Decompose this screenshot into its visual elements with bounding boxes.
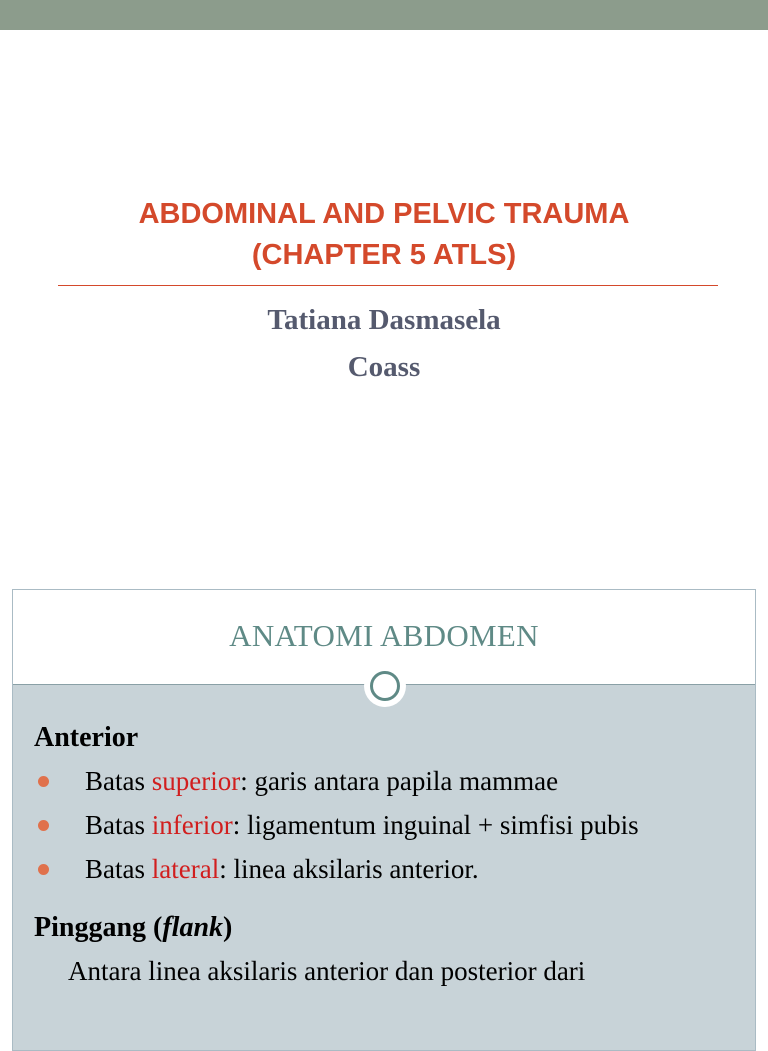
bullet-suffix: : linea aksilaris anterior. <box>219 854 479 884</box>
top-bar <box>0 0 768 30</box>
slide-content <box>34 722 744 988</box>
bullet-highlight: inferior <box>151 810 233 840</box>
flank-heading-suffix: ) <box>223 912 233 943</box>
bullet-prefix: Batas <box>85 854 152 884</box>
list-item <box>34 764 744 798</box>
bullet-dot-icon <box>38 864 49 875</box>
bullet-prefix: Batas <box>85 810 152 840</box>
bullet-dot-icon <box>38 820 49 831</box>
circle-ornament-icon <box>364 665 406 707</box>
title-divider <box>58 285 718 286</box>
bullet-highlight: lateral <box>151 854 220 884</box>
bullet-highlight: superior <box>151 766 241 796</box>
flank-heading-prefix: Pinggang ( <box>34 912 163 943</box>
section-heading-flank <box>34 912 744 944</box>
bullet-suffix: : garis antara papila mammae <box>240 766 559 796</box>
slide-title: ABDOMINAL AND PELVIC TRAUMA (CHAPTER 5 ATLS) <box>138 198 630 271</box>
flank-heading-italic: flank <box>162 912 224 943</box>
bullet-prefix: Batas <box>85 766 152 796</box>
author-name: Tatiana Dasmasela <box>267 304 501 336</box>
list-item <box>34 808 744 842</box>
flank-description: Antara linea aksilaris anterior dan posterior dari <box>68 956 586 986</box>
anatomy-title: ANATOMI ABDOMEN <box>229 618 539 653</box>
circle-ring-icon <box>370 671 400 701</box>
author-role: Coass <box>347 351 421 383</box>
section-heading-anterior: Anterior <box>34 722 139 753</box>
bullet-list <box>34 764 744 886</box>
bullet-dot-icon <box>38 776 49 787</box>
list-item <box>34 852 744 886</box>
bullet-suffix: : ligamentum inguinal + simfisi pubis <box>232 810 639 840</box>
anatomy-slide <box>12 589 756 1051</box>
